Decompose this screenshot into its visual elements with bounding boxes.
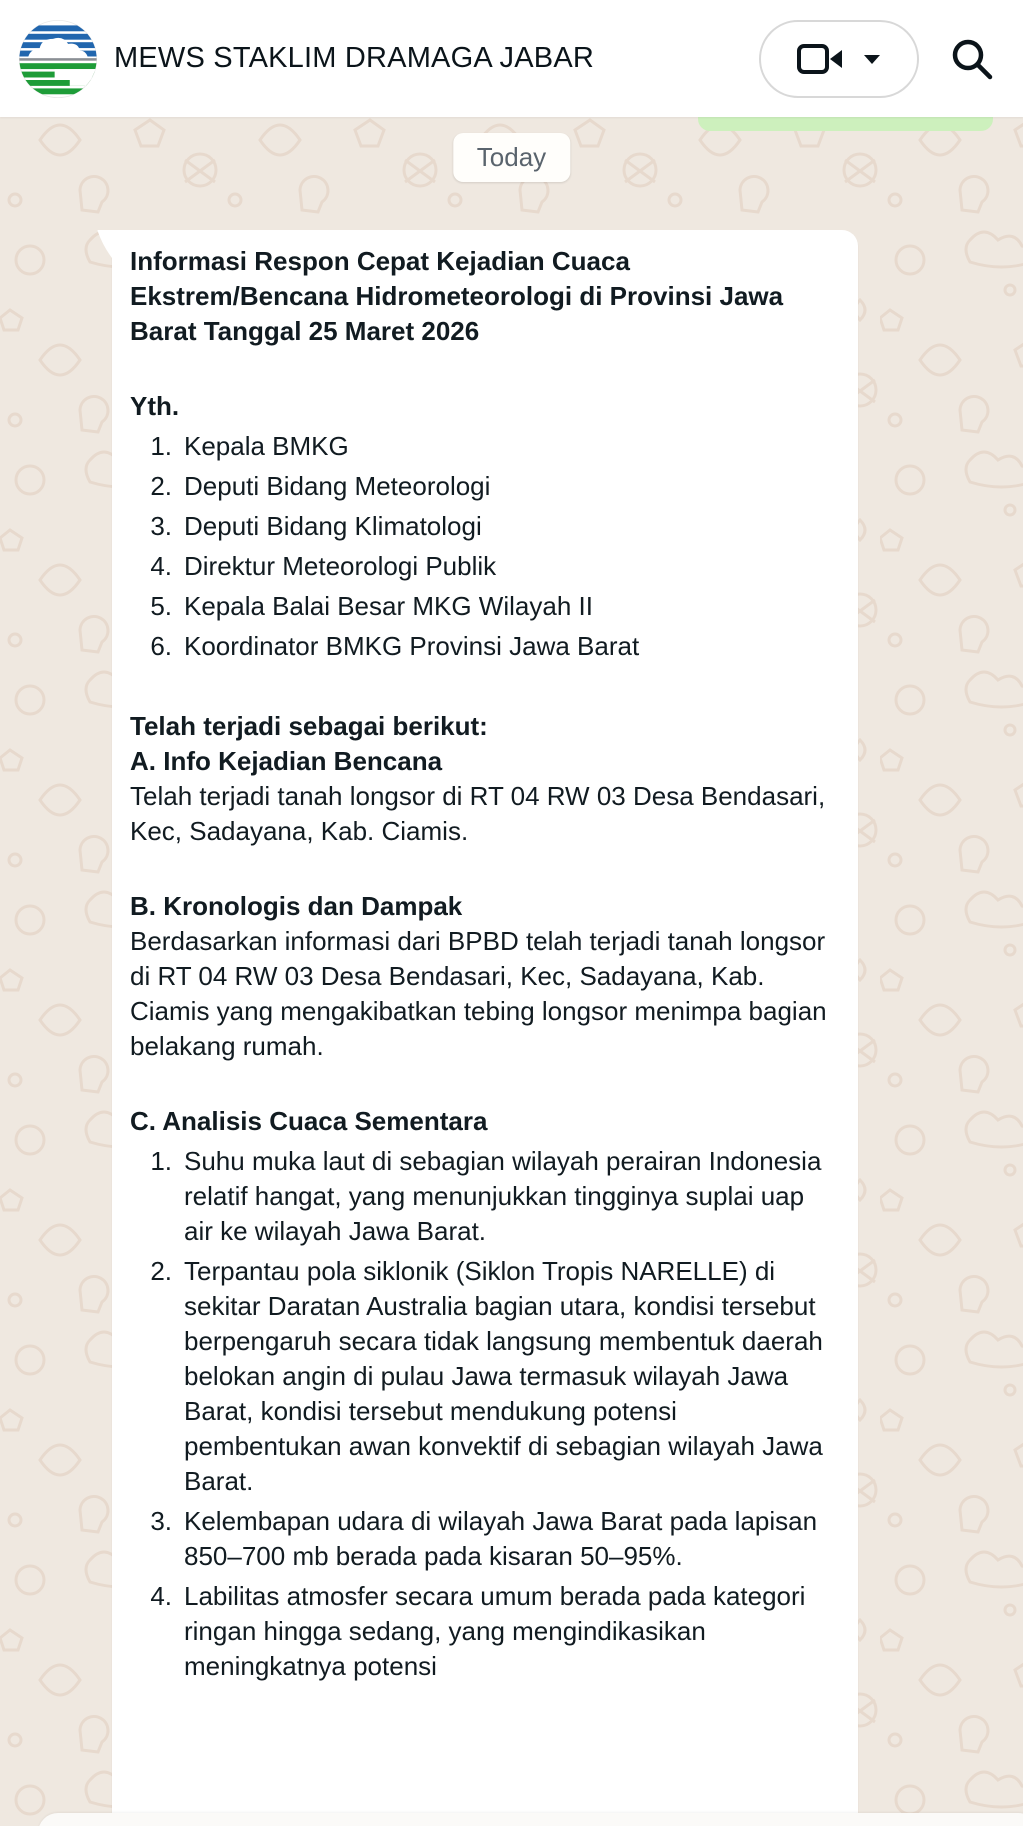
list-item-number: 3.: [150, 1506, 172, 1536]
message-heading: A. Info Kejadian Bencana: [130, 746, 443, 776]
list-item-number: 6.: [150, 631, 172, 661]
list-item-text: Kepala Balai Besar MKG Wilayah II: [184, 591, 593, 621]
list-item-text: Deputi Bidang Meteorologi: [184, 471, 491, 501]
numbered-list-item: [130, 429, 830, 464]
message-heading: Yth.: [130, 391, 180, 421]
list-item-text: Kepala BMKG: [184, 431, 349, 461]
list-item-number: 5.: [150, 591, 172, 621]
numbered-list-item: [130, 1144, 830, 1249]
chat-header: [0, 0, 1023, 117]
numbered-list-item: [130, 629, 830, 664]
blank-line: [130, 349, 830, 389]
list-item-number: 2.: [150, 1256, 172, 1286]
numbered-list-item: [130, 1254, 830, 1499]
list-item-number: 1.: [150, 1146, 172, 1176]
message-heading: C. Analisis Cuaca Sementara: [130, 1106, 488, 1136]
search-icon[interactable]: [949, 36, 995, 82]
message-paragraph: Telah terjadi tanah longsor di RT 04 RW 03 Desa Bendasari, Kec, Sadayana, Kab. Ciamis.: [130, 781, 826, 846]
list-item-number: 1.: [150, 431, 172, 461]
list-item-text: Deputi Bidang Klimatologi: [184, 511, 482, 541]
list-item-text: Direktur Meteorologi Publik: [184, 551, 497, 581]
incoming-message-bubble[interactable]: [112, 230, 858, 1826]
chat-title[interactable]: MEWS STAKLIM DRAMAGA JABAR: [114, 42, 595, 74]
list-item-text: Kelembapan udara di wilayah Jawa Barat pada lapisan 850–700 mb berada pada kisaran 50–95%.: [184, 1506, 818, 1571]
message-paragraph: Berdasarkan informasi dari BPBD telah terjadi tanah longsor di RT 04 RW 03 Desa Bendasari, Kec, Sadayana, Kab. Ciamis yang mengakibatkan tebing longsor menimpa bagian belakang rumah.: [130, 926, 827, 1061]
numbered-list-item: [130, 589, 830, 624]
numbered-list-item: [130, 469, 830, 504]
list-item-text: Koordinator BMKG Provinsi Jawa Barat: [184, 631, 640, 661]
message-heading: B. Kronologis dan Dampak: [130, 891, 463, 921]
list-item-number: 4.: [150, 551, 172, 581]
message-heading: Telah terjadi sebagai berikut:: [130, 711, 488, 741]
bmkg-logo-icon: [16, 17, 100, 101]
list-item-number: 2.: [150, 471, 172, 501]
video-call-button[interactable]: [759, 20, 919, 98]
list-item-number: 4.: [150, 1581, 172, 1611]
blank-line: [130, 669, 830, 709]
message-heading: Informasi Respon Cepat Kejadian Cuaca Ekstrem/Bencana Hidrometeorologi di Provinsi Jawa Barat Tanggal 25 Maret 2026: [130, 246, 784, 346]
list-item-text: Labilitas atmosfer secara umum berada pada kategori ringan hingga sedang, yang mengindikasikan meningkatnya potensi: [184, 1581, 806, 1681]
group-avatar[interactable]: [16, 17, 100, 101]
numbered-list-item: [130, 509, 830, 544]
list-item-text: Terpantau pola siklonik (Siklon Tropis NARELLE) di sekitar Daratan Australia bagian utara, kondisi tersebut berpengaruh secara tidak langsung membentuk daerah belokan angin di pulau Jawa termasuk wilayah Jawa Barat, kondisi tersebut mendukung potensi pembentukan awan konvektif di sebagian wilayah Jawa Barat.: [184, 1256, 823, 1496]
outgoing-message-bubble-partial[interactable]: [698, 117, 993, 131]
blank-line: [130, 1064, 830, 1104]
bubble-tail: [97, 230, 113, 260]
blank-line: [130, 849, 830, 889]
chevron-down-icon: [862, 53, 882, 65]
list-item-text: Suhu muka laut di sebagian wilayah perairan Indonesia relatif hangat, yang menunjukkan tingginya suplai uap air ke wilayah Jawa Barat.: [184, 1146, 822, 1246]
list-item-number: 3.: [150, 511, 172, 541]
message-text: [130, 244, 830, 1684]
date-divider: Today: [453, 133, 570, 182]
numbered-list-item: [130, 549, 830, 584]
composer-bar-partial[interactable]: [38, 1813, 1023, 1826]
numbered-list-item: [130, 1504, 830, 1574]
videocam-icon: [796, 39, 846, 79]
numbered-list-item: [130, 1579, 830, 1684]
